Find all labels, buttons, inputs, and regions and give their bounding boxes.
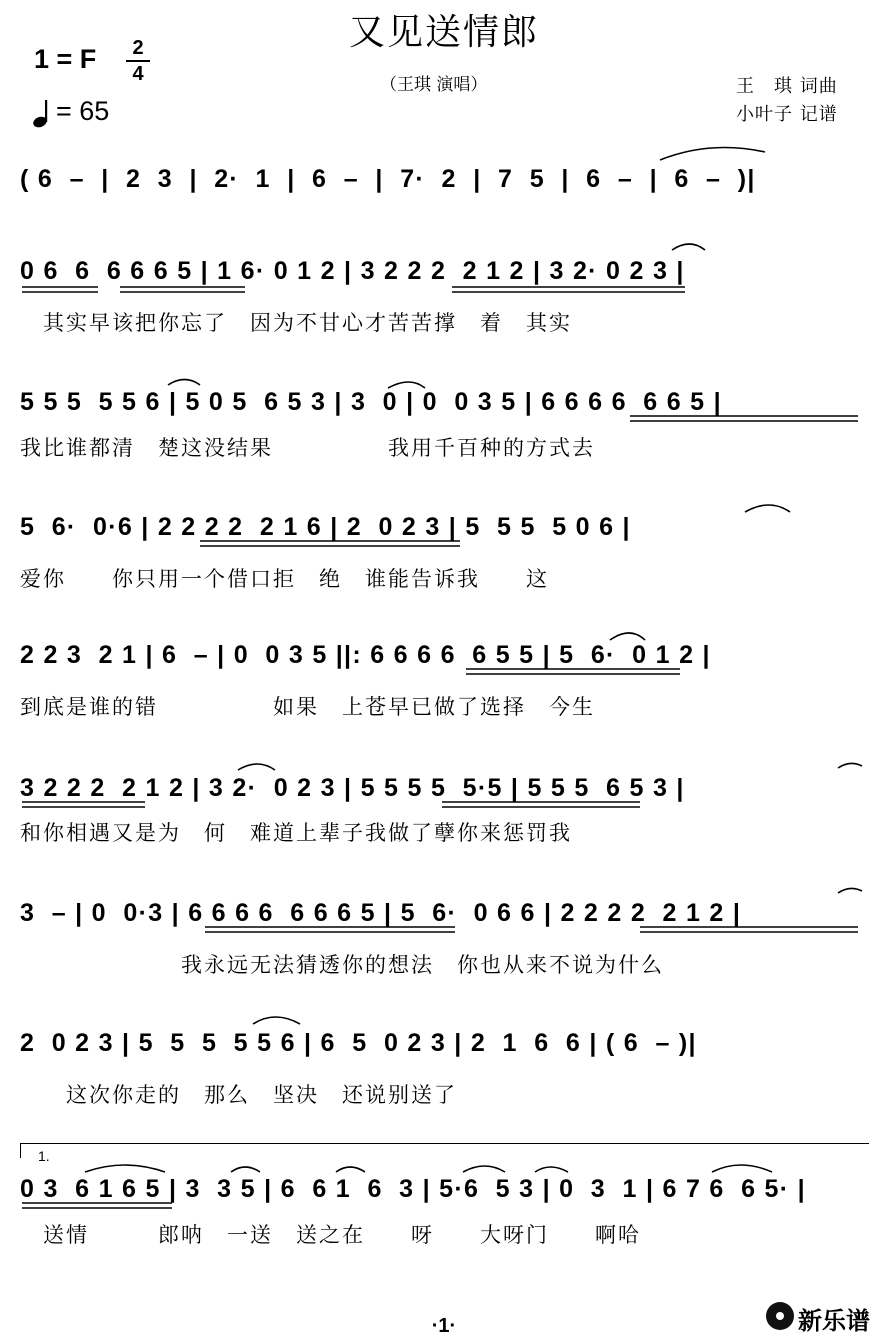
notation-row-4: 5 6· 0·6 | 2 2 2 2 2 1 6 | 2 0 2 3 | 5 5 5 5 0 6 |	[20, 513, 631, 541]
key-signature: 1 = F	[34, 44, 97, 74]
logo-text: 新乐谱	[798, 1307, 870, 1335]
song-title: 又见送情郎	[348, 12, 539, 53]
lyric-row-9: 送情 郎呐 一送 送之在 呀 大呀门 啊哈	[20, 1223, 641, 1247]
notation-row-6: 3 2 2 2 2 1 2 | 3 2· 0 2 3 | 5 5 5 5 5·5 | 5 5 5 6 5 3 |	[20, 774, 685, 802]
notation-row-2: 0 6 6 6 6 6 5 | 1 6· 0 1 2 | 3 2 2 2 2 1 2 | 3 2· 0 2 3 |	[20, 257, 685, 285]
notation-row-1: ( 6 – | 2 3 | 2· 1 | 6 – | 7· 2 | 7 5 | 6 – | 6 – )|	[20, 165, 756, 193]
lyric-row-4: 爱你 你只用一个借口拒 绝 谁能告诉我 这	[20, 567, 549, 591]
notation-row-8: 2 0 2 3 | 5 5 5 5 5 6 | 6 5 0 2 3 | 2 1 6 6 | ( 6 – )|	[20, 1029, 697, 1057]
notation-row-9: 0 3 6 1 6 5 | 3 3 5 | 6 6 1 6 3 | 5·6 5 3 | 0 3 1 | 6 7 6 6 5· |	[20, 1175, 806, 1203]
tempo-value: = 65	[56, 96, 110, 126]
site-logo[interactable]	[766, 1299, 878, 1333]
lyric-row-8: 这次你走的 那么 坚决 还说别送了	[20, 1083, 457, 1107]
lyric-row-6: 和你相遇又是为 何 难道上辈子我做了孽你来惩罚我	[20, 821, 572, 845]
lyricist-composer-credit: 王 琪 词曲	[736, 76, 838, 97]
page-number: ·1·	[431, 1315, 457, 1337]
vinyl-record-icon	[766, 1302, 794, 1330]
notation-row-5: 2 2 3 2 1 | 6 – | 0 0 3 5 ||: 6 6 6 6 6 5 5 | 5 6· 0 1 2 |	[20, 641, 711, 669]
notation-row-7: 3 – | 0 0·3 | 6 6 6 6 6 6 6 5 | 5 6· 0 6 6 | 2 2 2 2 2 1 2 |	[20, 899, 742, 927]
time-denominator: 4	[132, 63, 144, 85]
lyric-row-5: 到底是谁的错 如果 上苍早已做了选择 今生	[20, 695, 595, 719]
time-numerator: 2	[132, 37, 144, 59]
lyric-row-2: 其实早该把你忘了 因为不甘心才苦苦撑 着 其实	[20, 311, 572, 335]
first-ending-label: 1.	[38, 1148, 50, 1164]
singer-credit: （王琪 演唱）	[380, 75, 488, 95]
transcriber-credit: 小叶子 记谱	[736, 104, 838, 125]
notation-row-3: 5 5 5 5 5 6 | 5 0 5 6 5 3 | 3 0 | 0 0 3 5 | 6 6 6 6 6 6 5 |	[20, 388, 722, 416]
lyric-row-7: 我永远无法猜透你的想法 你也从来不说为什么	[20, 953, 664, 977]
lyric-row-3: 我比谁都清 楚这没结果 我用千百种的方式去	[20, 436, 595, 460]
